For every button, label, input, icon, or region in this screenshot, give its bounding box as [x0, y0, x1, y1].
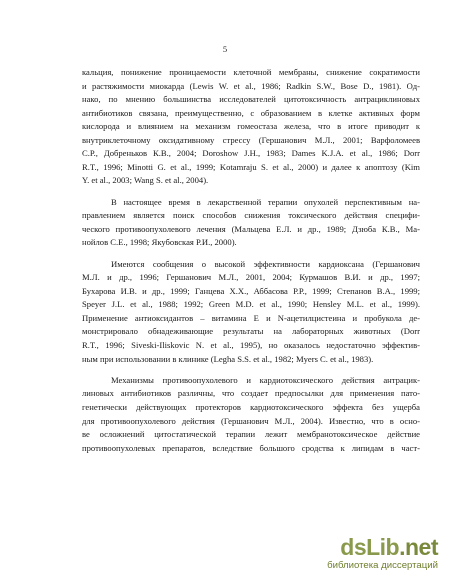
text-line: и растяжимости миокарда (Lewis W. et al., 1986; Radkin S.W., Bose D., 1981). Од- — [82, 80, 420, 91]
text-line: М.Л. и др., 1996; Гершанович М.Л., 2001, 2004; Курмашов В.И. и др., 1997; — [82, 272, 420, 283]
text-line: нойлов С.Е., 1998; Якубовская Р.И., 2000). — [82, 237, 237, 248]
paragraph-1 — [82, 66, 420, 188]
paragraph-spacer — [82, 366, 420, 374]
paragraph-2 — [82, 196, 420, 250]
text-line: монстрировало обнадеживающие результаты на лабораторных животных (Dorr — [82, 326, 420, 337]
text-line: Имеются сообщения о высокой эффективности кардиоксана (Гершанович — [111, 258, 420, 269]
dslib-tagline: библиотека диссертаций — [327, 560, 438, 571]
text-line: генетически действующих протекторов кардиотоксического эффекта без ущерба — [82, 401, 420, 412]
text-line: кальция, понижение проницаемости клеточной мембраны, снижение сократимости — [82, 67, 420, 77]
text-line: правлением является поиск способов снижения токсического действия специфи- — [82, 210, 420, 221]
text-line: R.T., 1996; Minotti G. et al., 1999; Kotamraju S. et al., 2000) и далее к апоптозу (Kim — [82, 161, 420, 172]
text-line: антибиотиков связана, преимущественно, с образованием в клетке активных форм — [82, 107, 420, 118]
page-number: 5 — [222, 44, 228, 54]
text-line: Speyer J.L. et al., 1988; 1992; Green M.D. et al., 1990; Hensley M.L. et al., 1999). — [82, 299, 420, 310]
text-line: Применение антиоксидантов – витамина Е и N-ацетилцистеина и пробукола де- — [82, 312, 420, 323]
text-line: В настоящее время в лекарственной терапии опухолей перспективным на- — [111, 196, 420, 207]
text-line: нако, по мнению большинства исследователей цитотоксичность антрациклиновых — [82, 94, 420, 105]
document-body — [82, 66, 420, 455]
text-line: для противоопухолевого действия (Гершанович М.Л., 2004). Известно, что в осно- — [82, 415, 420, 426]
text-line: ческого противоопухолевого лечения (Мальцева Е.Л. и др., 1989; Дзюба К.В., Ма- — [82, 223, 420, 234]
text-line: Y. et al., 2003; Wang S. et al., 2004). — [82, 175, 209, 186]
dslib-logo: dsLib.net — [340, 534, 438, 560]
dslib-watermark[interactable] — [304, 534, 440, 574]
paragraph-4 — [82, 374, 420, 455]
paragraph-spacer — [82, 188, 420, 196]
paragraph-3 — [82, 258, 420, 366]
text-line: Бухарова И.В. и др., 1999; Ганцева Х.Х., Аббасова Р.Р., 1999; Степанов В.А., 1999; — [82, 285, 420, 296]
text-line: Механизмы противоопухолевого и кардиотоксического действия антрацик- — [111, 374, 420, 385]
text-line: С.Р., Добреньков К.В., 2004; Doroshow J.H., 1983; Dames K.J.A. et al., 1986; Dorr — [82, 148, 420, 159]
text-line: ве осложнений цитостатической терапии лежит мембранотоксическое действие — [82, 429, 420, 440]
text-line: противоопухолевых препаратов, вследствие большого сродства к липидам в част- — [82, 442, 420, 453]
text-line: ным при использовании в клинике (Legha S.S. et al., 1982; Myers C. et al., 1983). — [82, 353, 374, 364]
text-line: кислорода и влиянием на механизм гомеостаза железа, что в итоге приводит к — [82, 121, 420, 132]
text-line: внутриклеточному оксидативному стрессу (Гершанович М.Л., 2001; Варфоломеев — [82, 134, 420, 145]
text-line: R.T., 1996; Siveski-Iliskovic N. et al., 1995), но оказалось недостаточно эффектив- — [82, 339, 420, 350]
text-line: линовых антибиотиков различны, что создает предпосылки для применения пато- — [82, 388, 420, 399]
paragraph-spacer — [82, 250, 420, 258]
